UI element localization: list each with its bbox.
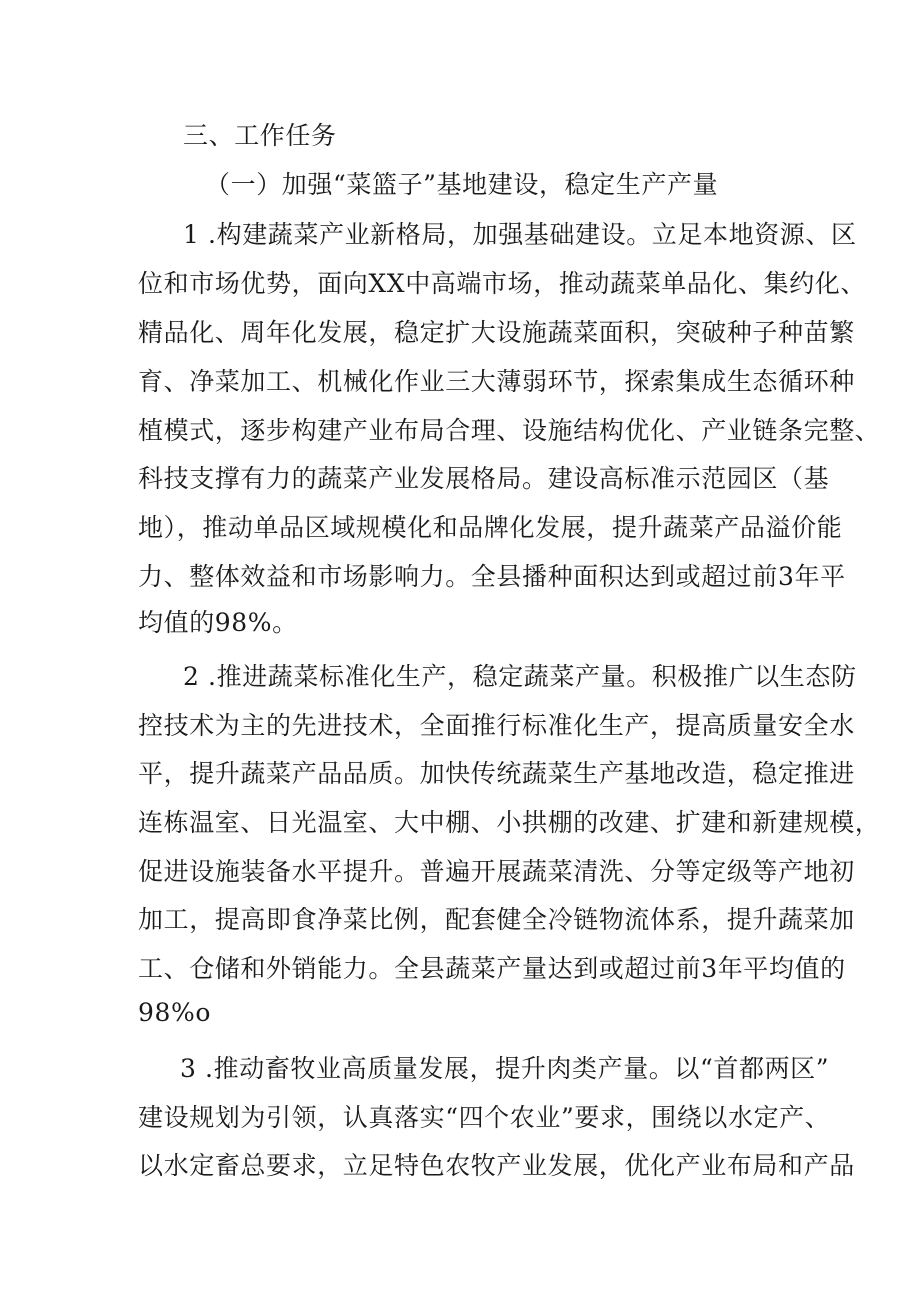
paragraph-1-line-9: 均值的98%。 [138, 608, 298, 637]
paragraph-1-line-4: 育、净菜加工、机械化作业三大薄弱环节，探索集成生态循环种 [138, 367, 855, 396]
paragraph-1-line-5: 植模式，逐步构建产业布局合理、设施结构优化、产业链条完整、 [138, 416, 881, 445]
paragraph-1-line-2: 位和市场优势，面向XX中高端市场，推动蔬菜单品化、集约化、 [138, 269, 866, 298]
paragraph-2-line-2: 控技术为主的先进技术，全面推行标准化生产，提高质量安全水 [138, 711, 855, 740]
paragraph-1-line-1: 1 .构建蔬菜产业新格局，加强基础建设。立足本地资源、区 [183, 220, 857, 249]
paragraph-2-line-5: 促进设施装备水平提升。普遍开展蔬菜清洗、分等定级等产地初 [138, 857, 855, 886]
subheading: （一）加强“菜篮子”基地建设，稳定生产产量 [205, 170, 719, 199]
paragraph-2-line-8: 98%o [138, 998, 212, 1027]
paragraph-2-line-4: 连栋温室、日光温室、大中棚、小拱棚的改建、扩建和新建规模， [138, 808, 881, 837]
paragraph-3-line-1: 3 .推动畜牧业高质量发展，提升肉类产量。以“首都两区” [180, 1054, 830, 1083]
paragraph-3-line-3: 以水定畜总要求，立足特色农牧产业发展，优化产业布局和产品 [138, 1151, 855, 1180]
paragraph-2-line-3: 平，提升蔬菜产品品质。加快传统蔬菜生产基地改造，稳定推进 [138, 759, 855, 788]
paragraph-2-line-6: 加工，提高即食净菜比例，配套健全冷链物流体系，提升蔬菜加 [138, 905, 855, 934]
paragraph-1-line-6: 科技支撑有力的蔬菜产业发展格局。建设高标准示范园区（基 [138, 464, 830, 493]
paragraph-1-line-3: 精品化、周年化发展，稳定扩大设施蔬菜面积，突破种子种苗繁 [138, 318, 855, 347]
section-heading: 三、工作任务 [183, 121, 337, 150]
paragraph-1-line-8: 力、整体效益和市场影响力。全县播种面积达到或超过前3年平 [138, 562, 846, 591]
paragraph-2-line-7: 工、仓储和外销能力。全县蔬菜产量达到或超过前3年平均值的 [138, 954, 846, 983]
paragraph-3-line-2: 建设规划为引领，认真落实“四个农业”要求，围绕以水定产、 [138, 1103, 831, 1132]
paragraph-2-line-1: 2 .推进蔬菜标准化生产，稳定蔬菜产量。积极推广以生态防 [183, 662, 857, 691]
paragraph-1-line-7: 地），推动单品区域规模化和品牌化发展，提升蔬菜产品溢价能 [138, 513, 843, 542]
